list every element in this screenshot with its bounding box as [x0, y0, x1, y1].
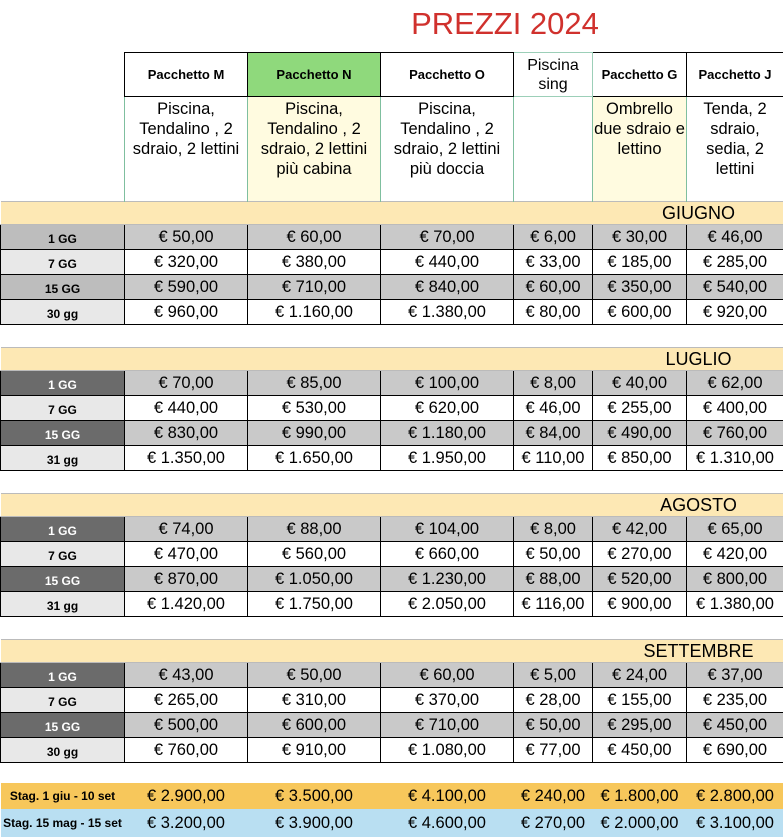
price-cell: € 43,00: [125, 663, 248, 688]
season-price-cell: € 1.800,00: [593, 783, 687, 809]
price-cell: € 830,00: [125, 421, 248, 446]
price-cell: € 320,00: [125, 250, 248, 275]
price-cell: € 42,00: [593, 517, 687, 542]
price-cell: € 660,00: [381, 542, 514, 567]
price-cell: € 350,00: [593, 275, 687, 300]
price-cell: € 540,00: [687, 275, 783, 300]
duration-label: 15 GG: [1, 713, 125, 738]
price-cell: € 990,00: [248, 421, 381, 446]
price-cell: € 420,00: [687, 542, 783, 567]
duration-label: 1 GG: [1, 517, 125, 542]
duration-label: 15 GG: [1, 421, 125, 446]
price-cell: € 100,00: [381, 371, 514, 396]
price-cell: € 600,00: [593, 300, 687, 325]
price-cell: € 84,00: [514, 421, 593, 446]
price-cell: € 520,00: [593, 567, 687, 592]
package-header: Pacchetto N: [248, 53, 381, 97]
month-header-row: [1, 640, 783, 663]
price-cell: € 88,00: [514, 567, 593, 592]
price-cell: € 450,00: [687, 713, 783, 738]
price-cell: € 60,00: [248, 225, 381, 250]
spacer-row: [1, 763, 783, 784]
duration-label: 15 GG: [1, 275, 125, 300]
price-cell: € 900,00: [593, 592, 687, 617]
duration-label: 7 GG: [1, 250, 125, 275]
price-cell: € 470,00: [125, 542, 248, 567]
price-cell: € 62,00: [687, 371, 783, 396]
price-cell: € 1.050,00: [248, 567, 381, 592]
spacer-row: [1, 325, 783, 348]
price-row: [1, 250, 783, 275]
price-cell: € 380,00: [248, 250, 381, 275]
price-cell: € 1.080,00: [381, 738, 514, 763]
price-cell: € 110,00: [514, 446, 593, 471]
price-cell: € 1.180,00: [381, 421, 514, 446]
package-description: Piscina, Tendalino , 2 sdraio, 2 lettini: [125, 97, 248, 202]
price-row: [1, 713, 783, 738]
package-description: [514, 97, 593, 202]
price-row: [1, 567, 783, 592]
price-cell: € 500,00: [125, 713, 248, 738]
price-row: [1, 225, 783, 250]
duration-label: 31 gg: [1, 446, 125, 471]
price-cell: € 600,00: [248, 713, 381, 738]
price-cell: € 295,00: [593, 713, 687, 738]
duration-label: 15 GG: [1, 567, 125, 592]
price-cell: € 28,00: [514, 688, 593, 713]
price-cell: € 2.050,00: [381, 592, 514, 617]
price-cell: € 80,00: [514, 300, 593, 325]
price-cell: € 1.650,00: [248, 446, 381, 471]
price-cell: € 530,00: [248, 396, 381, 421]
price-cell: € 50,00: [125, 225, 248, 250]
price-cell: € 46,00: [687, 225, 783, 250]
price-cell: € 285,00: [687, 250, 783, 275]
price-cell: € 116,00: [514, 592, 593, 617]
season-price-cell: € 2.000,00: [593, 809, 687, 837]
price-cell: € 265,00: [125, 688, 248, 713]
price-cell: € 960,00: [125, 300, 248, 325]
season-price-cell: € 270,00: [514, 809, 593, 837]
duration-label: 1 GG: [1, 225, 125, 250]
price-cell: € 60,00: [381, 663, 514, 688]
price-cell: € 560,00: [248, 542, 381, 567]
price-cell: € 50,00: [248, 663, 381, 688]
month-name: LUGLIO: [614, 349, 783, 370]
price-cell: € 270,00: [593, 542, 687, 567]
price-table: [0, 52, 783, 837]
price-cell: € 310,00: [248, 688, 381, 713]
price-cell: € 690,00: [687, 738, 783, 763]
price-row: [1, 371, 783, 396]
duration-label: 1 GG: [1, 663, 125, 688]
price-cell: € 1.230,00: [381, 567, 514, 592]
price-cell: € 920,00: [687, 300, 783, 325]
price-cell: € 60,00: [514, 275, 593, 300]
price-row: [1, 421, 783, 446]
package-header: Pacchetto O: [381, 53, 514, 97]
price-cell: € 185,00: [593, 250, 687, 275]
price-cell: € 74,00: [125, 517, 248, 542]
package-header: Piscina sing: [514, 53, 593, 97]
season-row: [1, 809, 783, 837]
season-price-cell: € 4.100,00: [381, 783, 514, 809]
season-price-cell: € 2.800,00: [687, 783, 783, 809]
page-title: PREZZI 2024: [380, 6, 630, 42]
price-cell: € 400,00: [687, 396, 783, 421]
price-cell: € 77,00: [514, 738, 593, 763]
spacer-row: [1, 617, 783, 640]
season-price-cell: € 3.100,00: [687, 809, 783, 837]
month-header-row: [1, 494, 783, 517]
price-row: [1, 592, 783, 617]
season-price-cell: € 4.600,00: [381, 809, 514, 837]
season-price-cell: € 3.900,00: [248, 809, 381, 837]
price-cell: € 155,00: [593, 688, 687, 713]
package-header: Pacchetto G: [593, 53, 687, 97]
month-name: SETTEMBRE: [614, 641, 783, 662]
price-cell: € 70,00: [125, 371, 248, 396]
season-price-cell: € 3.500,00: [248, 783, 381, 809]
package-header: Pacchetto M: [125, 53, 248, 97]
price-cell: € 37,00: [687, 663, 783, 688]
price-cell: € 1.950,00: [381, 446, 514, 471]
price-row: [1, 300, 783, 325]
price-cell: € 850,00: [593, 446, 687, 471]
package-header: Pacchetto J: [687, 53, 783, 97]
price-cell: € 1.350,00: [125, 446, 248, 471]
price-row: [1, 542, 783, 567]
price-cell: € 40,00: [593, 371, 687, 396]
price-cell: € 1.380,00: [687, 592, 783, 617]
price-cell: € 1.750,00: [248, 592, 381, 617]
price-row: [1, 396, 783, 421]
price-cell: € 590,00: [125, 275, 248, 300]
month-header-row: [1, 348, 783, 371]
price-cell: € 760,00: [125, 738, 248, 763]
price-cell: € 440,00: [381, 250, 514, 275]
package-description-row: [1, 97, 783, 202]
duration-label: 7 GG: [1, 542, 125, 567]
price-cell: € 255,00: [593, 396, 687, 421]
price-cell: € 710,00: [248, 275, 381, 300]
season-price-cell: € 2.900,00: [125, 783, 248, 809]
price-cell: € 85,00: [248, 371, 381, 396]
price-cell: € 46,00: [514, 396, 593, 421]
package-description: Tenda, 2 sdraio, sedia, 2 lettini: [687, 97, 783, 202]
duration-label: 30 gg: [1, 300, 125, 325]
price-cell: € 620,00: [381, 396, 514, 421]
price-cell: € 24,00: [593, 663, 687, 688]
price-cell: € 870,00: [125, 567, 248, 592]
package-description: Ombrello due sdraio e lettino: [593, 97, 687, 202]
duration-label: 30 gg: [1, 738, 125, 763]
price-cell: € 30,00: [593, 225, 687, 250]
price-cell: € 8,00: [514, 517, 593, 542]
price-cell: € 70,00: [381, 225, 514, 250]
price-cell: € 8,00: [514, 371, 593, 396]
price-cell: € 104,00: [381, 517, 514, 542]
duration-label: 31 gg: [1, 592, 125, 617]
price-row: [1, 738, 783, 763]
price-cell: € 5,00: [514, 663, 593, 688]
package-description: Piscina, Tendalino , 2 sdraio, 2 lettini più cabina: [248, 97, 381, 202]
price-cell: € 50,00: [514, 713, 593, 738]
price-row: [1, 688, 783, 713]
price-cell: € 1.420,00: [125, 592, 248, 617]
month-name: GIUGNO: [614, 203, 783, 224]
price-cell: € 1.310,00: [687, 446, 783, 471]
price-cell: € 710,00: [381, 713, 514, 738]
season-label: Stag. 1 giu - 10 set: [1, 783, 125, 809]
price-cell: € 1.160,00: [248, 300, 381, 325]
month-header-row: [1, 202, 783, 225]
price-cell: € 910,00: [248, 738, 381, 763]
price-row: [1, 663, 783, 688]
price-cell: € 1.380,00: [381, 300, 514, 325]
package-header-row: [1, 53, 783, 97]
price-cell: € 50,00: [514, 542, 593, 567]
price-cell: € 88,00: [248, 517, 381, 542]
price-cell: € 370,00: [381, 688, 514, 713]
price-row: [1, 517, 783, 542]
season-price-cell: € 3.200,00: [125, 809, 248, 837]
price-cell: € 33,00: [514, 250, 593, 275]
price-cell: € 235,00: [687, 688, 783, 713]
price-row: [1, 275, 783, 300]
price-cell: € 65,00: [687, 517, 783, 542]
price-cell: € 6,00: [514, 225, 593, 250]
season-label: Stag. 15 mag - 15 set: [1, 809, 125, 837]
season-price-cell: € 240,00: [514, 783, 593, 809]
duration-label: 7 GG: [1, 688, 125, 713]
season-row: [1, 783, 783, 809]
price-cell: € 440,00: [125, 396, 248, 421]
package-description: Piscina, Tendalino , 2 sdraio, 2 lettini più doccia: [381, 97, 514, 202]
price-cell: € 450,00: [593, 738, 687, 763]
price-cell: € 490,00: [593, 421, 687, 446]
price-cell: € 840,00: [381, 275, 514, 300]
duration-label: 1 GG: [1, 371, 125, 396]
price-cell: € 800,00: [687, 567, 783, 592]
duration-label: 7 GG: [1, 396, 125, 421]
month-name: AGOSTO: [614, 495, 783, 516]
spacer-row: [1, 471, 783, 494]
price-row: [1, 446, 783, 471]
price-cell: € 760,00: [687, 421, 783, 446]
